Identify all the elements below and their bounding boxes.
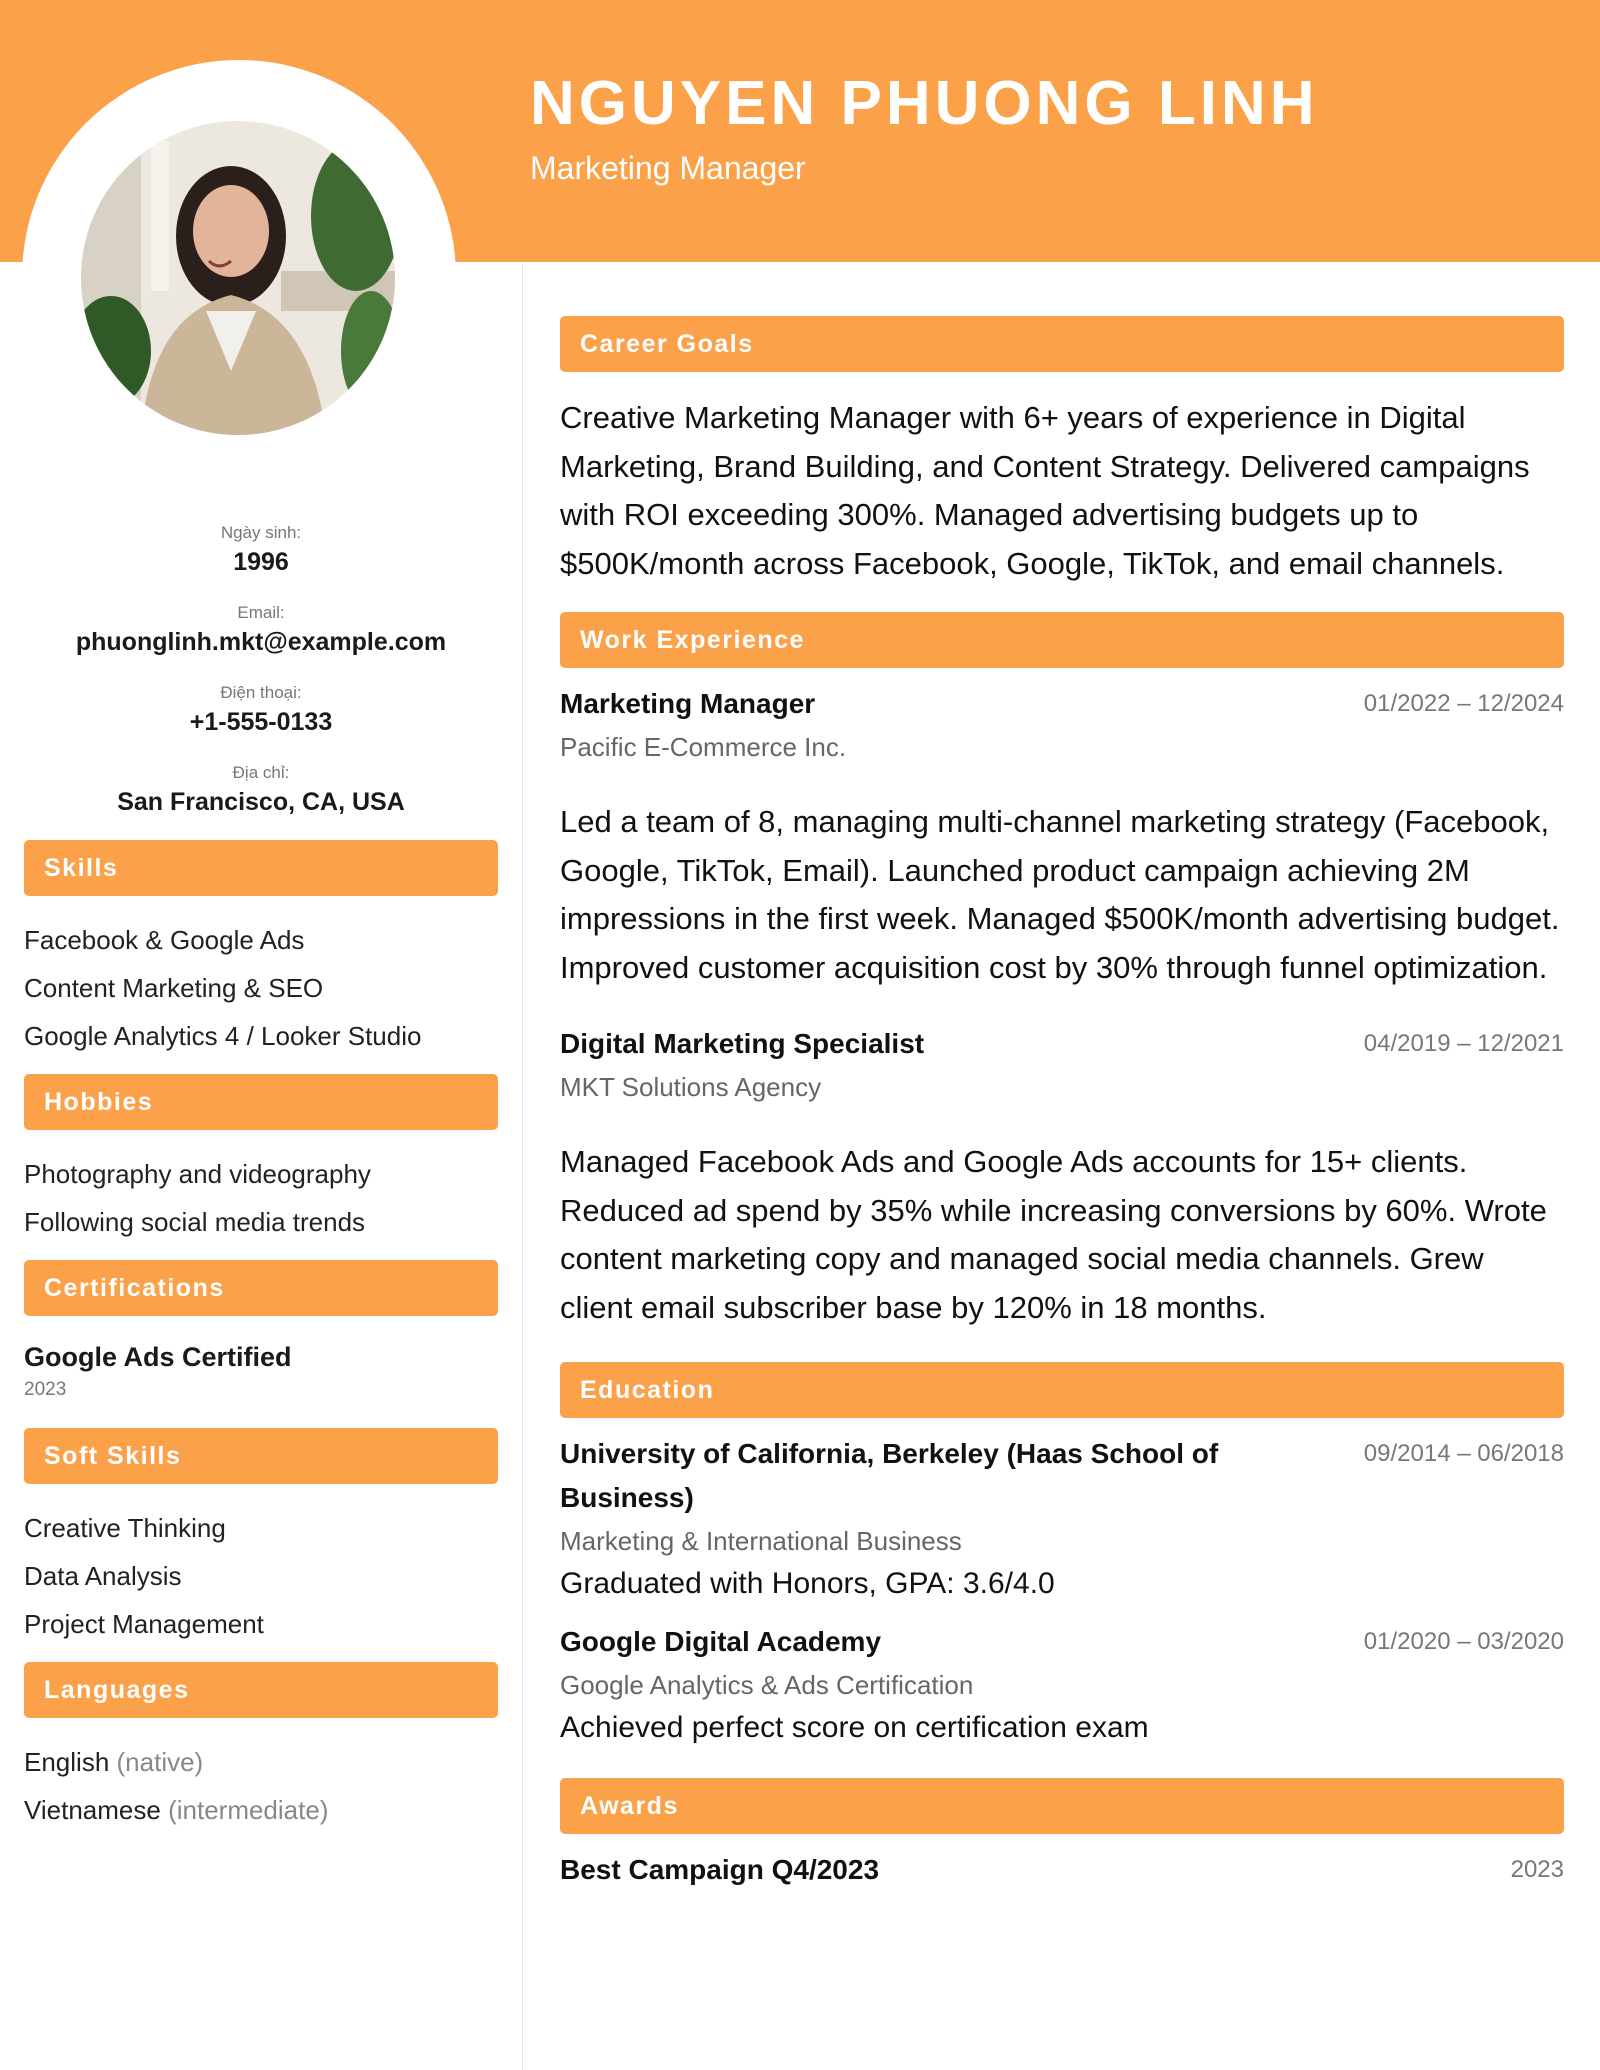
work-entry-head [560,1022,1564,1066]
award-entry-head [560,1848,1564,1892]
education-note: Achieved perfect score on certification exam [560,1711,1149,1744]
language-item [24,1786,498,1834]
language-level: (native) [116,1747,204,1777]
education-entry-head [560,1620,1564,1664]
job-dates: 04/2019 – 12/2021 [1363,1030,1564,1057]
email-label: Email: [237,603,285,622]
education-entry [560,1432,1564,1606]
job-description: Led a team of 8, managing multi-channel marketing strategy (Facebook, Google, TikTok, Email). Launched product campaign achieving 2M impressions in the first week. Managed $500K/month advertising budget. Improved customer acquisition cost by 30% through funnel optimization. [560,804,1560,985]
work-entry [560,682,1564,992]
column-divider [522,262,523,2070]
address-value: San Francisco, CA, USA [117,788,405,816]
certifications-list [24,1316,498,1428]
list-item: Following social media trends [24,1207,366,1237]
list-item: Google Analytics 4 / Looker Studio [24,1021,422,1051]
languages-header: Languages [24,1662,498,1718]
awards-header: Awards [560,1778,1564,1834]
company-name: MKT Solutions Agency [560,1072,822,1102]
language-name: English [24,1747,110,1777]
award-name: Best Campaign Q4/2023 [560,1854,880,1885]
education-field: Marketing & International Business [560,1526,962,1556]
profile-photo [81,121,395,435]
list-item: Creative Thinking [24,1513,226,1543]
education-note: Graduated with Honors, GPA: 3.6/4.0 [560,1567,1055,1600]
certification-year: 2023 [24,1379,67,1400]
hobbies-header: Hobbies [24,1074,498,1130]
language-level: (intermediate) [168,1795,329,1825]
education-entry [560,1620,1564,1750]
language-name: Vietnamese [24,1795,161,1825]
education-dates: 09/2014 – 06/2018 [1363,1440,1564,1467]
soft-skills-list [24,1484,498,1662]
education-header: Education [560,1362,1564,1418]
phone-label: Điện thoại: [220,683,302,702]
list-item: Content Marketing & SEO [24,973,324,1003]
email-value[interactable]: phuonglinh.mkt@example.com [75,628,447,656]
main-content [560,316,1564,1892]
languages-list [24,1718,498,1848]
certification-name: Google Ads Certified [24,1342,292,1372]
list-item: Facebook & Google Ads [24,925,305,955]
education-field: Google Analytics & Ads Certification [560,1670,974,1700]
sidebar [24,520,498,1848]
skills-header: Skills [24,840,498,896]
birth-value: 1996 [233,548,289,576]
list-item: Photography and videography [24,1159,371,1189]
language-item [24,1738,498,1786]
soft-skills-header: Soft Skills [24,1428,498,1484]
school-name: Google Digital Academy [560,1626,882,1657]
school-name: University of California, Berkeley (Haas School of Business) [560,1438,1219,1513]
job-description: Managed Facebook Ads and Google Ads accounts for 15+ clients. Reduced ad spend by 35% while increasing conversions by 60%. Wrote content marketing copy and managed social media channels. Grew client email subscriber base by 120% in 18 months. [560,1144,1547,1325]
skills-list [24,896,498,1074]
award-year: 2023 [1510,1856,1564,1883]
career-goals-header: Career Goals [560,316,1564,372]
work-entry [560,1022,1564,1332]
job-title: Digital Marketing Specialist [560,1028,925,1059]
candidate-name: NGUYEN PHUONG LINH [530,69,1319,138]
address-label: Địa chỉ: [232,763,290,782]
list-item: Project Management [24,1609,264,1639]
award-entry [560,1848,1564,1892]
career-goals-text: Creative Marketing Manager with 6+ years of experience in Digital Marketing, Brand Building, and Content Strategy. Delivered campaigns with ROI exceeding 300%. Managed advertising budgets up to $500K/month across Facebook, Google, TikTok, and email channels. [560,400,1530,581]
education-entry-head [560,1432,1564,1520]
list-item: Data Analysis [24,1561,182,1591]
job-dates: 01/2022 – 12/2024 [1363,690,1564,717]
company-name: Pacific E-Commerce Inc. [560,732,847,762]
certifications-header: Certifications [24,1260,498,1316]
job-title: Marketing Manager [560,688,816,719]
work-entry-head [560,682,1564,726]
contact-info [24,520,498,818]
candidate-title: Marketing Manager [530,150,806,186]
education-dates: 01/2020 – 03/2020 [1363,1628,1564,1655]
birth-label: Ngày sinh: [220,523,302,542]
hobbies-list [24,1130,498,1260]
work-experience-header: Work Experience [560,612,1564,668]
phone-value[interactable]: +1-555-0133 [189,708,333,736]
